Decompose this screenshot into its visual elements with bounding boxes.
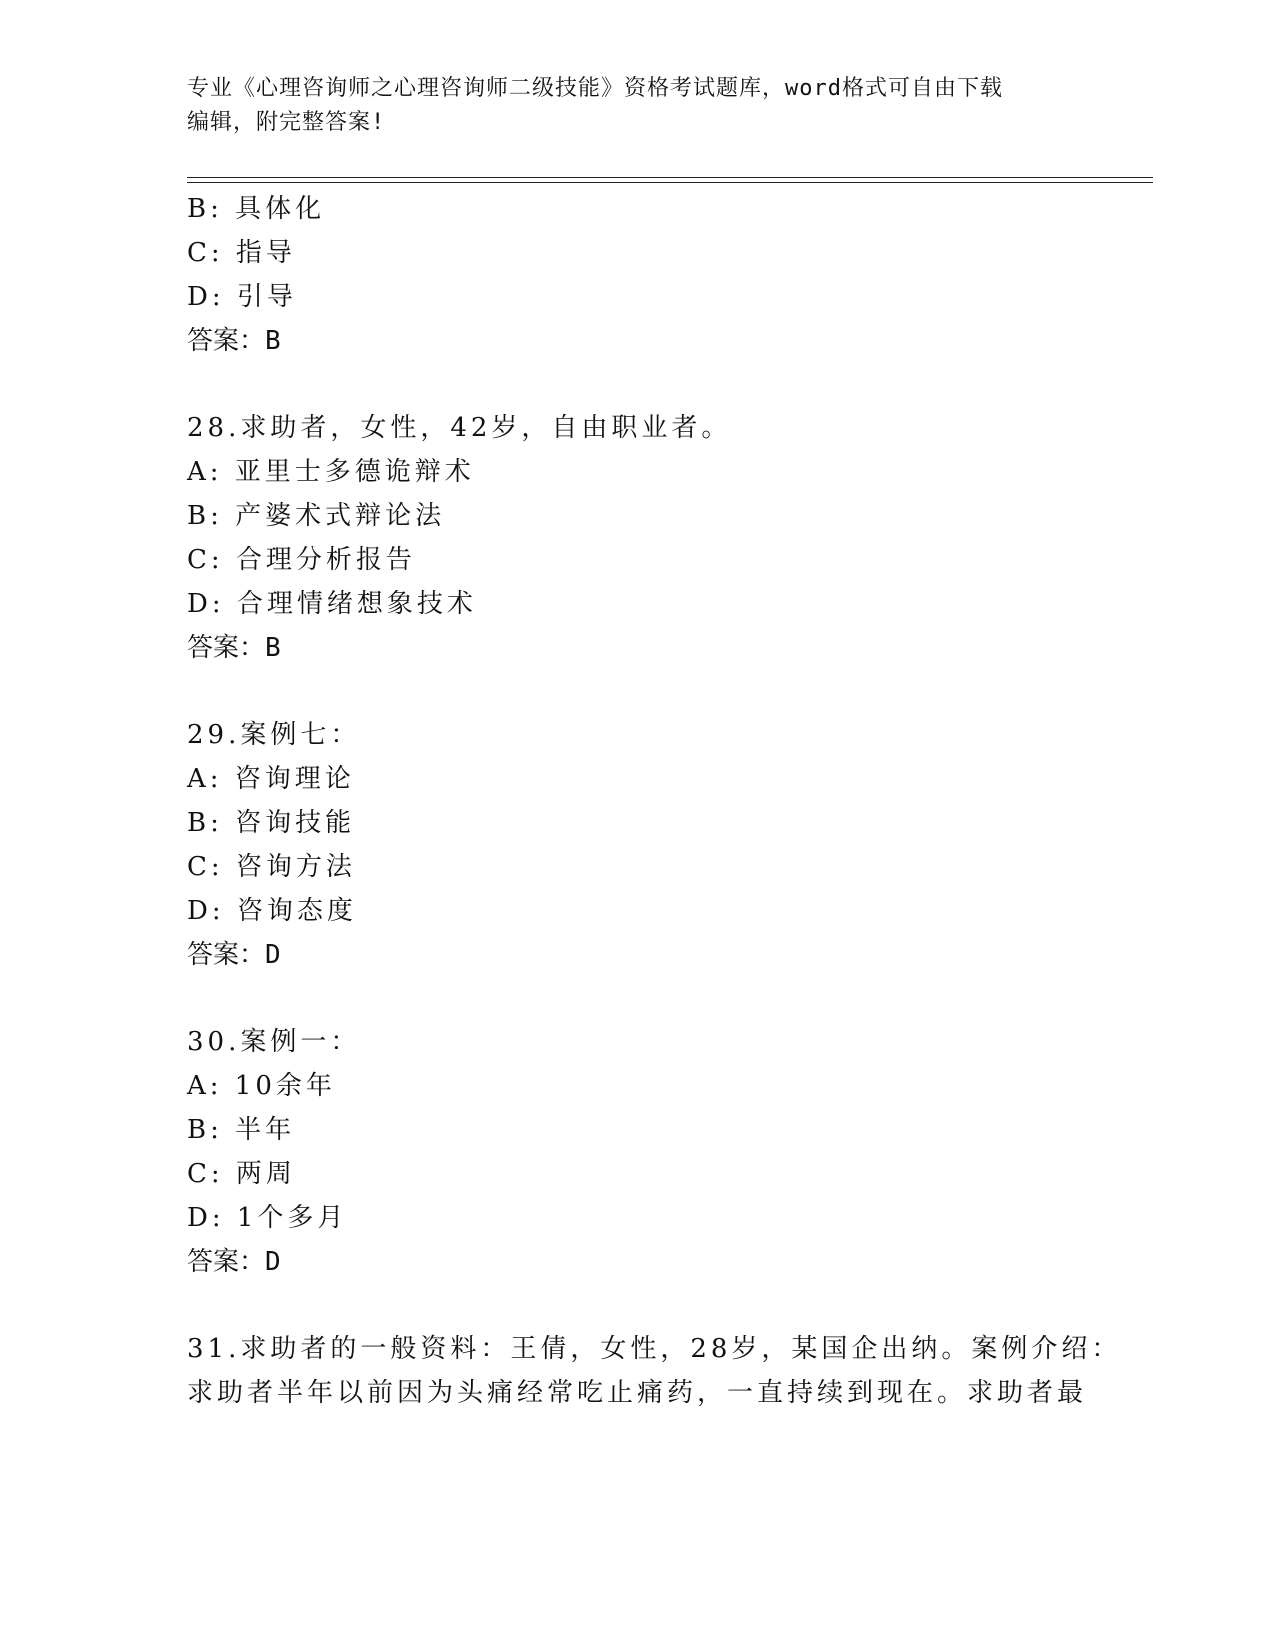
q29-answer: 答案：D [187,940,281,970]
q28-option-c: C: 合理分析报告 [187,545,416,575]
header-rule-bottom [187,182,1153,183]
q30-option-c: C: 两周 [187,1159,296,1189]
header-line-1: 专业《心理咨询师之心理咨询师二级技能》资格考试题库，word格式可自由下载 [187,76,1003,101]
q28-option-b: B: 产婆术式辩论法 [187,501,446,531]
q30-option-a: A: 10余年 [187,1071,336,1101]
q27-answer: 答案：B [187,326,281,356]
q27-option-c: C: 指导 [187,238,296,268]
q30-option-d: D: 1个多月 [187,1203,348,1233]
q27-option-b: B: 具体化 [187,194,326,224]
q31-stem-line-1: 31.求助者的一般资料：王倩，女性，28岁，某国企出纳。案例介绍： [187,1334,1122,1364]
header-line-2: 编辑，附完整答案! [187,110,386,135]
q29-option-b: B: 咨询技能 [187,808,356,838]
q28-option-a: A: 亚里士多德诡辩术 [187,457,475,487]
document-header [187,72,1067,140]
q28-answer: 答案：B [187,633,281,663]
q27-option-d: D: 引导 [187,282,297,312]
q29-option-a: A: 咨询理论 [187,764,355,794]
q30-stem: 30.案例一： [187,1027,361,1057]
q28-stem: 28.求助者，女性，42岁，自由职业者。 [187,413,732,443]
q31-stem-line-2: 求助者半年以前因为头痛经常吃止痛药，一直持续到现在。求助者最 [187,1378,1088,1408]
q28-option-d: D: 合理情绪想象技术 [187,589,477,619]
q30-option-b: B: 半年 [187,1115,296,1145]
q29-option-c: C: 咨询方法 [187,852,356,882]
q29-stem: 29.案例七： [187,720,361,750]
q29-option-d: D: 咨询态度 [187,896,357,926]
q30-answer: 答案：D [187,1247,281,1277]
header-rule-top [187,177,1153,178]
